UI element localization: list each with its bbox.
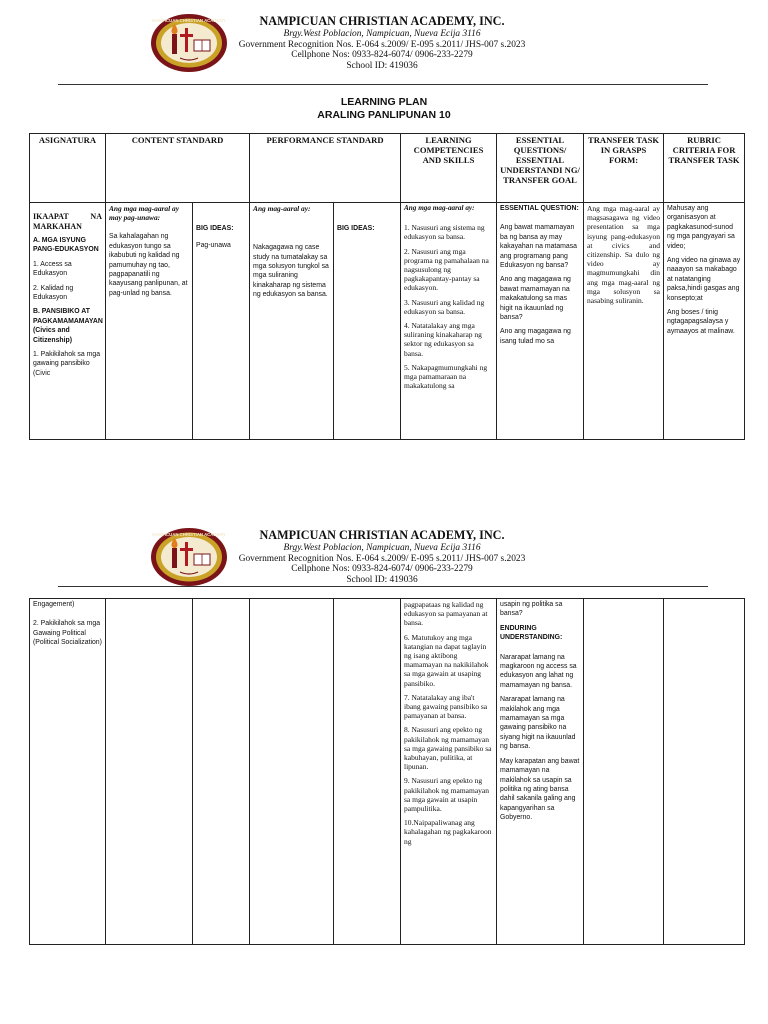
competency-1: 1. Nasusuri ang sistema ng edukasyon sa bansa.	[404, 223, 485, 242]
topic-b: B. PANSIBIKO AT PAGKAMAMAMAYAN (Civics and Citizenship)	[33, 308, 103, 344]
header-divider	[58, 586, 708, 587]
school-phones: Cellphone Nos: 0933-824-6074/ 0906-233-2279	[291, 564, 473, 575]
plan-subject: ARALING PANLIPUNAN 10	[317, 109, 451, 121]
asignatura-cell	[30, 203, 106, 440]
eq-question-1: Ang bawat mamamayan ba ng bansa ay may kakayahan na matamasa ang programang pang Edukasyon ng bansa?	[500, 224, 578, 270]
essential-questions-cell	[497, 599, 584, 945]
col-rubric: RUBRIC CRITERIA FOR TRANSFER TASK	[664, 134, 745, 203]
rubric-cell	[664, 599, 745, 945]
letterhead	[0, 0, 768, 86]
competency-10: 10.Naipapaliwanag ang kahalagahan ng pagkakaroon ng	[404, 818, 492, 846]
svg-text:NAMPICUAN CHRISTIAN ACADEMY: NAMPICUAN CHRISTIAN ACADEMY	[152, 18, 226, 23]
enduring-understanding-label: ENDURING UNDERSTANDING:	[500, 624, 563, 642]
performance-bigideas-cell	[334, 599, 401, 945]
table-header-row	[30, 134, 745, 203]
col-content-standard: CONTENT STANDARD	[106, 134, 250, 203]
competency-9: 9. Nasusuri ang epekto ng pakikilahok ng mamamayan sa mga gawain at usapin pampulitika.	[404, 776, 489, 814]
rubric-1: Mahusay ang organisasyon at pagkakasunod-sunod ng mga pangyayari sa video;	[667, 205, 735, 250]
competency-3: 3. Nasusuri ang kalidad ng edukasyon sa bansa.	[404, 297, 485, 316]
item-b1-continued: Engagement)	[33, 601, 75, 608]
school-id: School ID: 419036	[346, 60, 418, 71]
competencies-cell	[401, 203, 497, 440]
content-bigideas-cell	[193, 599, 250, 945]
transfer-task-text: Ang mga mag-aaral ay magsasagawa ng video presentation sa mga isyung pang-edukasyon at civics and citizenship. Sa dulo ng video ay magmumungkahi din ang mga mag-aaral ng mga solusyon sa nasabing suliranin.	[587, 204, 661, 306]
performance-standard-cell	[250, 599, 334, 945]
eq-question-3-continued: usapin ng politika sa bansa?	[500, 601, 563, 618]
rubric-3: Ang boses / tinig ngtagapagsalaysa y aymaayos at malinaw.	[667, 309, 735, 335]
school-info	[232, 14, 532, 71]
asignatura-cell	[30, 599, 106, 945]
col-essential-questions: ESSENTIAL QUESTIONS/ ESSENTIAL UNDERSTANDI NG/ TRANSFER GOAL	[497, 134, 584, 203]
content-lead: Ang mga mag-aaral ay may pag-unawa:	[109, 204, 180, 223]
performance-standard-cell	[250, 203, 334, 440]
content-text: Sa kahalagahan ng edukasyon tungo sa ikabubuti ng kalidad ng pamumuhay ng tao, pagpapanatili ng kaayusang panlipunan, at pag-unlad ng bansa.	[109, 233, 188, 297]
eq-question-3: Ano ang magagawa ng isang tulad mo sa	[500, 328, 571, 345]
competency-8: 8. Nasusuri ang epekto ng pakikilahok ng mamamayan sa mga gawaing pansibiko sa kabuhayan, pulitika, at lipunan.	[404, 725, 492, 772]
performance-lead: Ang mag-aaral ay:	[253, 204, 311, 213]
competency-6: 6. Matutukoy ang mga katangian na dapat taglayin ng isang aktibong mamamayan na nakikilahok sa mga gawain at usaping pansibiko.	[404, 632, 489, 688]
competency-5: 5. Nakapagmumungkahi ng mga pamamaraan na makakatulong sa	[404, 362, 488, 391]
svg-text:NAMPICUAN CHRISTIAN ACADEMY: NAMPICUAN CHRISTIAN ACADEMY	[152, 532, 226, 537]
rubric-cell	[664, 203, 745, 440]
col-performance-standard: PERFORMANCE STANDARD	[250, 134, 401, 203]
school-recognition: Government Recognition Nos. E-064 s.2009/ E-095 s.2011/ JHS-007 s.2023	[238, 39, 526, 50]
content-big-ideas-value: Pag-unawa	[196, 242, 231, 250]
performance-text: Nakagagawa ng case study na tumatalakay sa mga solusyon tungkol sa mga suliraning kinakaharap ng sistema ng edukasyon sa bansa.	[253, 244, 329, 299]
school-seal-logo	[150, 526, 228, 588]
header-divider	[58, 84, 708, 85]
content-bigideas-cell	[193, 203, 250, 440]
school-address: Brgy.West Poblacion, Nampicuan, Nueva Ecija 3116	[283, 29, 481, 39]
rubric-2: Ang video na ginawa ay naaayon sa makabago at natatanging paksa,hindi gasgas ang konsepto;at	[667, 257, 741, 302]
topic-a: A. MGA ISYUNG PANG-EDUKASYON	[33, 237, 99, 254]
school-phones: Cellphone Nos: 0933-824-6074/ 0906-233-2279	[291, 50, 473, 61]
school-info	[232, 528, 532, 585]
plan-title-block	[0, 96, 768, 122]
col-transfer-task: TRANSFER TASK IN GRASPS FORM:	[584, 134, 664, 203]
performance-bigideas-cell	[334, 203, 401, 440]
plan-title: LEARNING PLAN	[340, 96, 428, 108]
competency-4: 4. Natatalakay ang mga suliraning kinakaharap ng sektor ng edukasyon sa bansa.	[404, 321, 482, 358]
competency-7: 7. Natatalakay ang iba't ibang gawaing pansibiko sa pamayanan at bansa.	[404, 692, 488, 721]
letterhead	[0, 514, 768, 600]
item-b1: 1. Pakikilahok sa mga gawaing pansibiko (Civic	[33, 351, 101, 377]
school-id: School ID: 419036	[346, 574, 418, 585]
eq-question-2: Ano ang magagawa ng bawat mamamayan na makakatulong sa mas higit na ikauunlad ng bansa?	[500, 276, 571, 322]
page-sheet-1	[0, 0, 768, 500]
col-asignatura: ASIGNATURA	[30, 134, 106, 203]
competency-2: 2. Nasusuri ang mga programa ng pamahalaan na nagsusulong ng pagkakapantay-pantay sa edukasyon.	[404, 246, 489, 293]
competencies-cell	[401, 599, 497, 945]
school-address: Brgy.West Poblacion, Nampicuan, Nueva Ecija 3116	[283, 543, 481, 553]
transfer-task-cell	[584, 599, 664, 945]
table-row	[30, 599, 745, 945]
col-competencies: LEARNING COMPETENCIES AND SKILLS	[401, 134, 497, 203]
school-seal-logo	[150, 12, 228, 74]
quarter-label: IKAAPAT NA MARKAHAN	[33, 212, 102, 231]
competencies-lead: Ang mga mag-aaral ay:	[404, 204, 475, 212]
learning-plan-table-continued	[29, 598, 745, 945]
item-a2: 2. Kalidad ng Edukasyon	[33, 284, 74, 302]
understanding-1: Nararapat lamang na magkaroon ng access sa edukasyon ang lahat ng mamamayan ng bansa.	[500, 653, 577, 689]
performance-big-ideas-label: BIG IDEAS:	[337, 225, 375, 232]
transfer-task-cell	[584, 203, 664, 440]
understanding-3: May karapatan ang bawat mamamayan na makilahok sa usapin sa politika ng ating bansa dahil sakanila galing ang kapangyarihan sa Gobyerno.	[500, 757, 580, 822]
essential-questions-cell	[497, 203, 584, 440]
table-row	[30, 203, 745, 440]
understanding-2: Nararapat lamang na makilahok ang mga mamamayan sa mga gawaing pansibiko na siyang higit na ikauunlad ng bansa.	[500, 696, 576, 751]
eq-label: ESSENTIAL QUESTION:	[500, 205, 579, 212]
page-sheet-2	[0, 500, 768, 1024]
school-name: NAMPICUAN CHRISTIAN ACADEMY, INC.	[259, 14, 505, 28]
school-recognition: Government Recognition Nos. E-064 s.2009/ E-095 s.2011/ JHS-007 s.2023	[238, 553, 526, 564]
item-a1: 1. Access sa Edukasyon	[33, 260, 72, 278]
content-standard-cell	[106, 599, 193, 945]
content-big-ideas-label: BIG IDEAS:	[196, 225, 234, 232]
content-standard-cell	[106, 203, 193, 440]
learning-plan-table	[29, 133, 745, 440]
competency-5-continued: pagpapataas ng kalidad ng edukasyon sa pamayanan at bansa.	[404, 600, 488, 628]
item-b2: 2. Pakikilahok sa mga Gawaing Political (Political Socialization)	[33, 620, 102, 647]
school-name: NAMPICUAN CHRISTIAN ACADEMY, INC.	[259, 528, 505, 542]
